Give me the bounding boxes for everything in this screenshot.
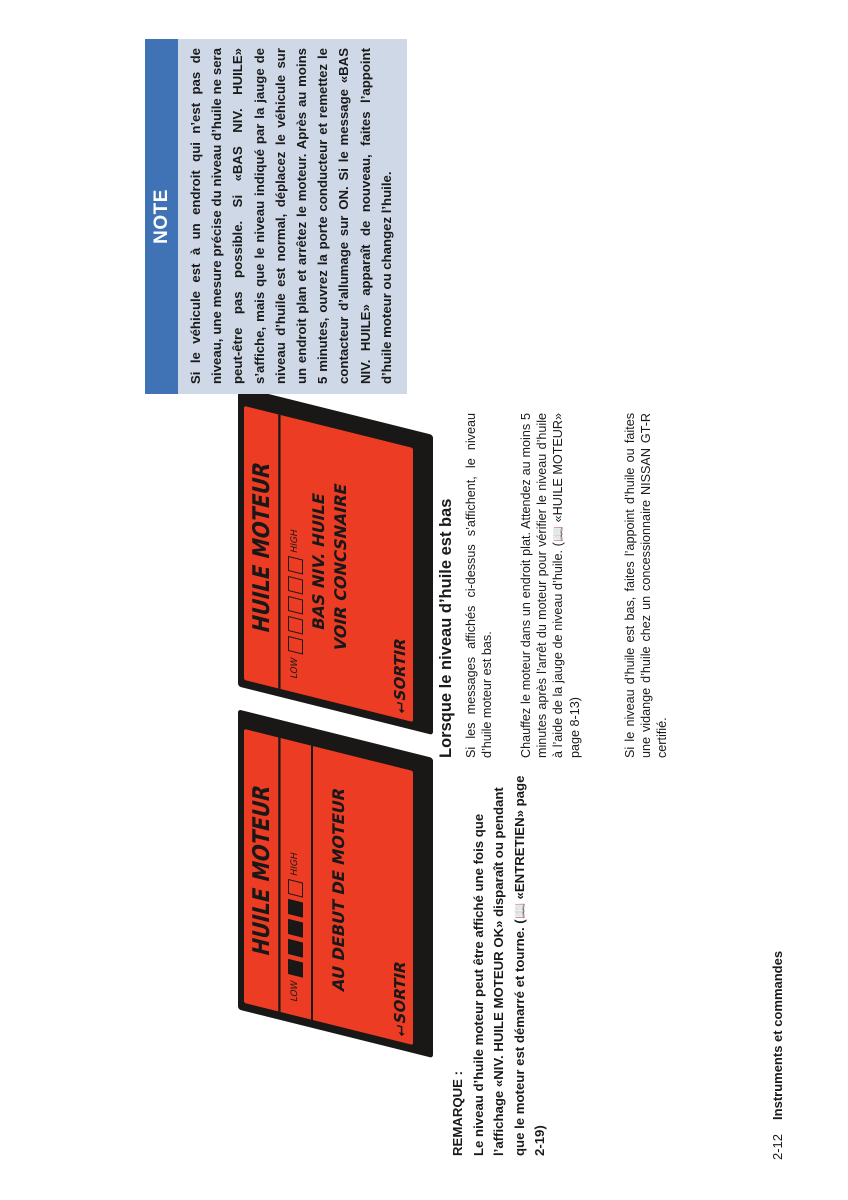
note-heading: NOTE	[145, 39, 178, 394]
paragraph-text: Chauffez le moteur dans un endroit plat. Attendez au moins 5 minutes après l’arrêt du moteur pour vérifier le niveau d’huile à l’aide de la jauge de niveau d’huile. (	[519, 413, 566, 758]
gauge-high-label: HIGH	[290, 851, 300, 878]
display-title: HUILE MOTEUR	[241, 728, 280, 1012]
gauge-segment	[288, 636, 303, 655]
section-paragraph: Si le niveau d’huile est bas, faites l’appoint d’huile ou faites une vidange d’huile chez un concessionnaire NISSAN GT-R certifié.	[623, 413, 670, 758]
display-message: BAS NIV. HUILE	[309, 490, 328, 633]
gauge-segment	[288, 556, 303, 575]
gauge-segment	[288, 879, 303, 898]
remarque-heading: REMARQUE :	[450, 1071, 465, 1156]
gauge-segment	[288, 939, 303, 958]
remarque-block	[448, 766, 551, 1156]
section-paragraph: Si les messages affichés ci-dessus s’affichent, le niveau d’huile moteur est bas.	[464, 413, 495, 758]
gauge-high-label: HIGH	[290, 528, 300, 555]
exit-label: SORTIR	[391, 959, 409, 1026]
display-exit	[391, 636, 409, 715]
oil-display-low	[238, 386, 433, 735]
gauge-low-label: LOW	[290, 656, 300, 680]
display-message: AU DEBUT DE MOTEUR	[329, 785, 348, 994]
gauge-segment	[288, 596, 303, 615]
section-title: Lorsque le niveau d’huile est bas	[437, 498, 455, 758]
section-name: Instruments et commandes	[770, 950, 785, 1120]
exit-label: SORTIR	[391, 636, 409, 703]
display-screen	[244, 406, 413, 722]
gauge-segment	[288, 899, 303, 918]
gauge-low-label: LOW	[290, 979, 300, 1003]
book-reference-icon: 📖	[551, 526, 566, 543]
remarque-ref: «ENTRETIEN» page 2-19)	[511, 775, 547, 1156]
paragraph-ref: «HUILE MOTEUR» page 8-13)	[551, 412, 582, 758]
page-footer	[770, 951, 785, 1160]
oil-display-normal	[238, 709, 433, 1058]
oil-level-gauge	[284, 527, 306, 681]
note-box	[145, 39, 407, 394]
return-arrow-icon: ⮠	[394, 700, 409, 716]
display-divider	[311, 746, 313, 1020]
page-number: 2-12	[770, 1133, 785, 1160]
oil-level-gauge	[284, 850, 306, 1004]
gauge-segment	[288, 919, 303, 938]
gauge-segment	[288, 959, 303, 978]
display-screen	[244, 729, 413, 1045]
book-reference-icon: 📖	[511, 903, 527, 920]
remarque-text: Le niveau d’huile moteur peut être affiché une fois que l’affichage «NIV. HUILE MOTEUR OK» disparaît ou pendant que le moteur est démarré et tourne. (	[470, 787, 527, 1156]
gauge-segment	[288, 616, 303, 635]
display-exit	[391, 959, 409, 1038]
display-message: VOIR CONCSNAIRE	[331, 481, 350, 653]
return-arrow-icon: ⮠	[394, 1023, 409, 1039]
section-paragraph	[518, 413, 583, 758]
display-title: HUILE MOTEUR	[241, 405, 280, 689]
note-body: Si le véhicule est à un endroit qui n’est pas de niveau, une mesure précise du niveau d’huile ne sera peut-être pas possible. Si «BAS NIV. HUILE» s’affiche, mais que le niveau indiqué par la jauge de niveau d’huile est normal, déplacez le véhicule sur un endroit plan et arrêtez le moteur. Après au moins 5 minutes, ouvrez la porte conducteur et remettez le contacteur d’allumage sur ON. Si le message «BAS NIV. HUILE» apparaît de nouveau, faites l’appoint d’huile moteur ou changez l’huile.	[178, 39, 407, 394]
gauge-segment	[288, 576, 303, 595]
